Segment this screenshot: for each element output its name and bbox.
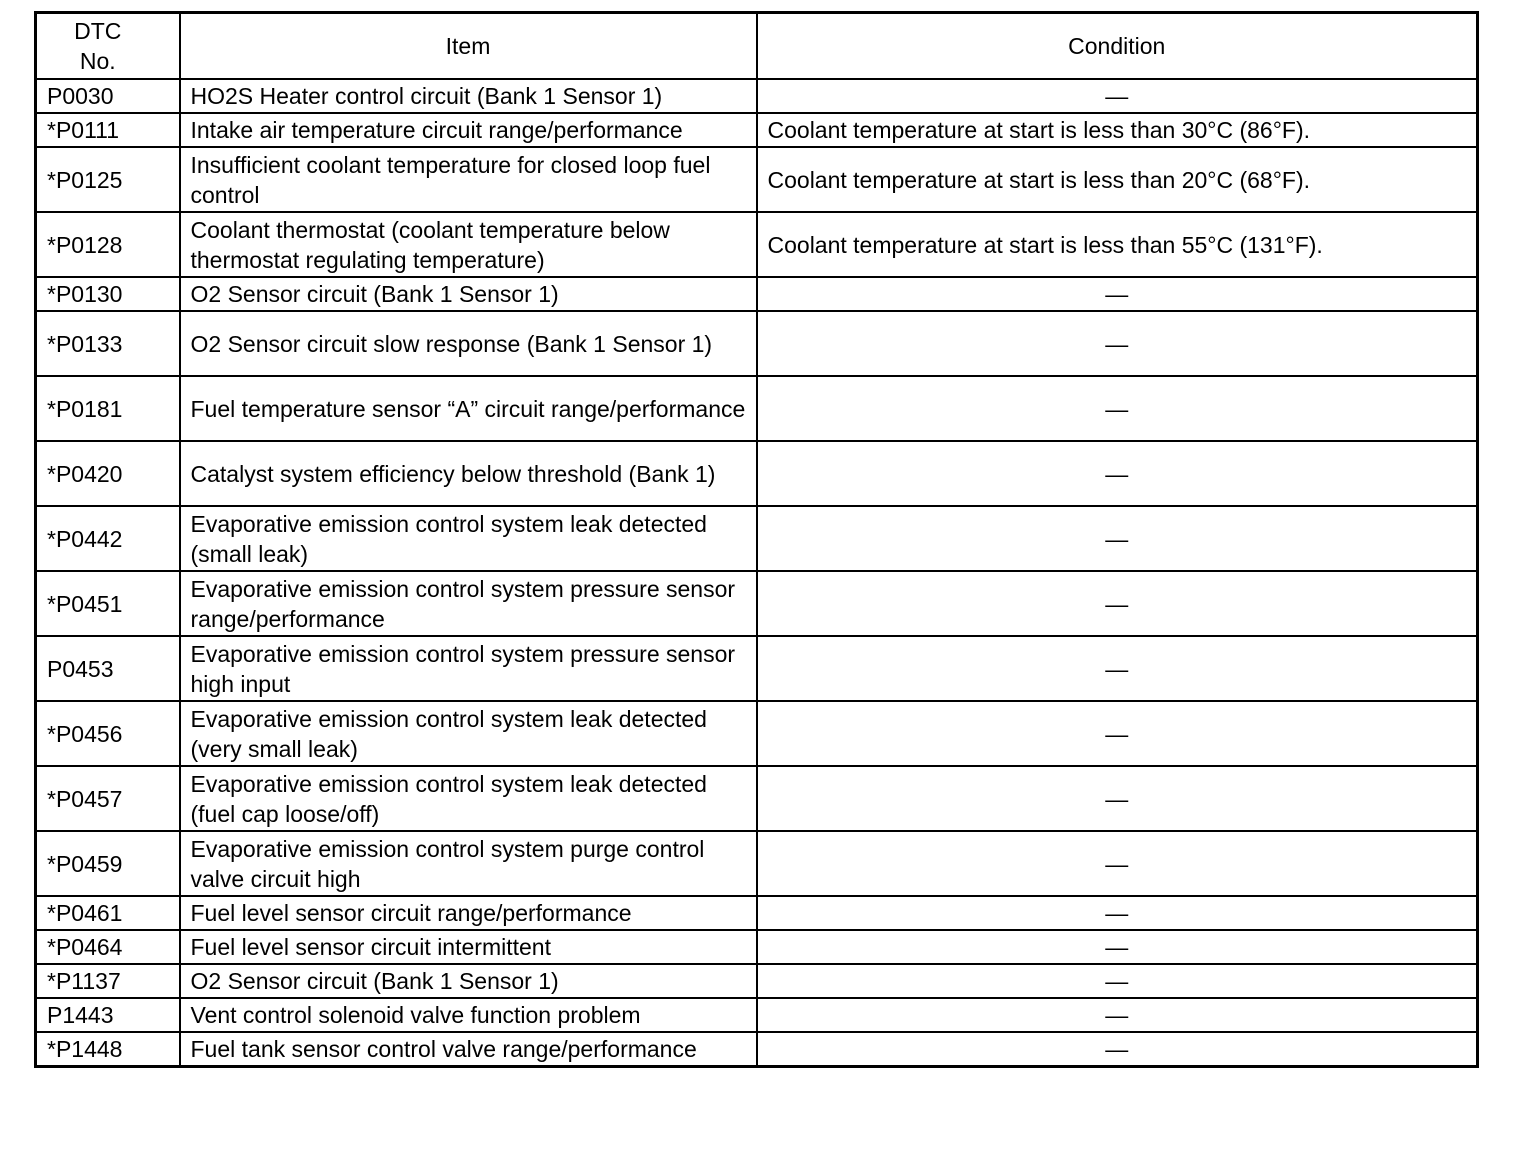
- dtc-code: *P1448: [36, 1032, 180, 1067]
- dtc-code: P0453: [36, 636, 180, 701]
- dtc-item: Catalyst system efficiency below threshold (Bank 1): [180, 441, 757, 506]
- dtc-condition: —: [757, 79, 1478, 113]
- dtc-condition: Coolant temperature at start is less than 30°C (86°F).: [757, 113, 1478, 147]
- dtc-condition: —: [757, 636, 1478, 701]
- dtc-item: Vent control solenoid valve function problem: [180, 998, 757, 1032]
- dtc-code: *P0130: [36, 277, 180, 311]
- header-condition: Condition: [757, 13, 1478, 80]
- table-row: [36, 113, 1478, 147]
- dtc-code: *P0181: [36, 376, 180, 441]
- dtc-code: *P0451: [36, 571, 180, 636]
- table-row: [36, 831, 1478, 896]
- table-row: [36, 998, 1478, 1032]
- table-row: [36, 930, 1478, 964]
- dtc-code: *P0133: [36, 311, 180, 376]
- table-row: [36, 212, 1478, 277]
- dtc-table: [34, 11, 1479, 1068]
- dtc-condition: —: [757, 1032, 1478, 1067]
- dtc-item: Evaporative emission control system pressure sensor high input: [180, 636, 757, 701]
- dtc-item: Evaporative emission control system leak detected (fuel cap loose/off): [180, 766, 757, 831]
- table-row: [36, 1032, 1478, 1067]
- dtc-condition: —: [757, 766, 1478, 831]
- dtc-code: *P0125: [36, 147, 180, 212]
- table-row: [36, 964, 1478, 998]
- dtc-condition: —: [757, 701, 1478, 766]
- table-row: [36, 506, 1478, 571]
- dtc-condition: —: [757, 571, 1478, 636]
- table-row: [36, 311, 1478, 376]
- dtc-code: P1443: [36, 998, 180, 1032]
- table-row: [36, 441, 1478, 506]
- dtc-condition: —: [757, 376, 1478, 441]
- dtc-condition: Coolant temperature at start is less than 20°C (68°F).: [757, 147, 1478, 212]
- dtc-item: Insufficient coolant temperature for closed loop fuel control: [180, 147, 757, 212]
- dtc-code: *P0420: [36, 441, 180, 506]
- dtc-condition: —: [757, 277, 1478, 311]
- table-header: [36, 13, 1478, 80]
- dtc-item: Evaporative emission control system pressure sensor range/performance: [180, 571, 757, 636]
- dtc-code: *P0464: [36, 930, 180, 964]
- table-row: [36, 376, 1478, 441]
- dtc-item: Fuel temperature sensor “A” circuit range/performance: [180, 376, 757, 441]
- dtc-condition: —: [757, 831, 1478, 896]
- header-dtc-line2: No.: [79, 48, 116, 74]
- dtc-code: P0030: [36, 79, 180, 113]
- dtc-item: O2 Sensor circuit (Bank 1 Sensor 1): [180, 964, 757, 998]
- dtc-code: *P1137: [36, 964, 180, 998]
- dtc-item: Coolant thermostat (coolant temperature below thermostat regulating temperature): [180, 212, 757, 277]
- table-row: [36, 701, 1478, 766]
- table-row: [36, 571, 1478, 636]
- dtc-item: Evaporative emission control system leak detected (very small leak): [180, 701, 757, 766]
- dtc-item: O2 Sensor circuit slow response (Bank 1 Sensor 1): [180, 311, 757, 376]
- table-row: [36, 277, 1478, 311]
- header-dtc-line1: DTC: [74, 18, 122, 44]
- dtc-code: *P0111: [36, 113, 180, 147]
- dtc-item: Evaporative emission control system leak detected (small leak): [180, 506, 757, 571]
- dtc-code: *P0456: [36, 701, 180, 766]
- dtc-condition: —: [757, 506, 1478, 571]
- header-row: [36, 13, 1478, 80]
- dtc-condition: —: [757, 998, 1478, 1032]
- table-row: [36, 636, 1478, 701]
- dtc-condition: —: [757, 930, 1478, 964]
- dtc-item: Fuel level sensor circuit intermittent: [180, 930, 757, 964]
- header-dtc-no: [36, 13, 180, 80]
- table-row: [36, 896, 1478, 930]
- dtc-condition: —: [757, 441, 1478, 506]
- dtc-condition: Coolant temperature at start is less than 55°C (131°F).: [757, 212, 1478, 277]
- dtc-condition: —: [757, 896, 1478, 930]
- dtc-code: *P0459: [36, 831, 180, 896]
- header-item: Item: [180, 13, 757, 80]
- dtc-condition: —: [757, 311, 1478, 376]
- dtc-item: Intake air temperature circuit range/performance: [180, 113, 757, 147]
- table-row: [36, 766, 1478, 831]
- dtc-code: *P0442: [36, 506, 180, 571]
- dtc-item: O2 Sensor circuit (Bank 1 Sensor 1): [180, 277, 757, 311]
- dtc-condition: —: [757, 964, 1478, 998]
- table-row: [36, 147, 1478, 212]
- dtc-item: HO2S Heater control circuit (Bank 1 Sensor 1): [180, 79, 757, 113]
- dtc-item: Fuel level sensor circuit range/performance: [180, 896, 757, 930]
- dtc-code: *P0457: [36, 766, 180, 831]
- dtc-item: Evaporative emission control system purge control valve circuit high: [180, 831, 757, 896]
- dtc-code: *P0461: [36, 896, 180, 930]
- table-row: [36, 79, 1478, 113]
- dtc-code: *P0128: [36, 212, 180, 277]
- dtc-item: Fuel tank sensor control valve range/performance: [180, 1032, 757, 1067]
- table-body: [36, 79, 1478, 1067]
